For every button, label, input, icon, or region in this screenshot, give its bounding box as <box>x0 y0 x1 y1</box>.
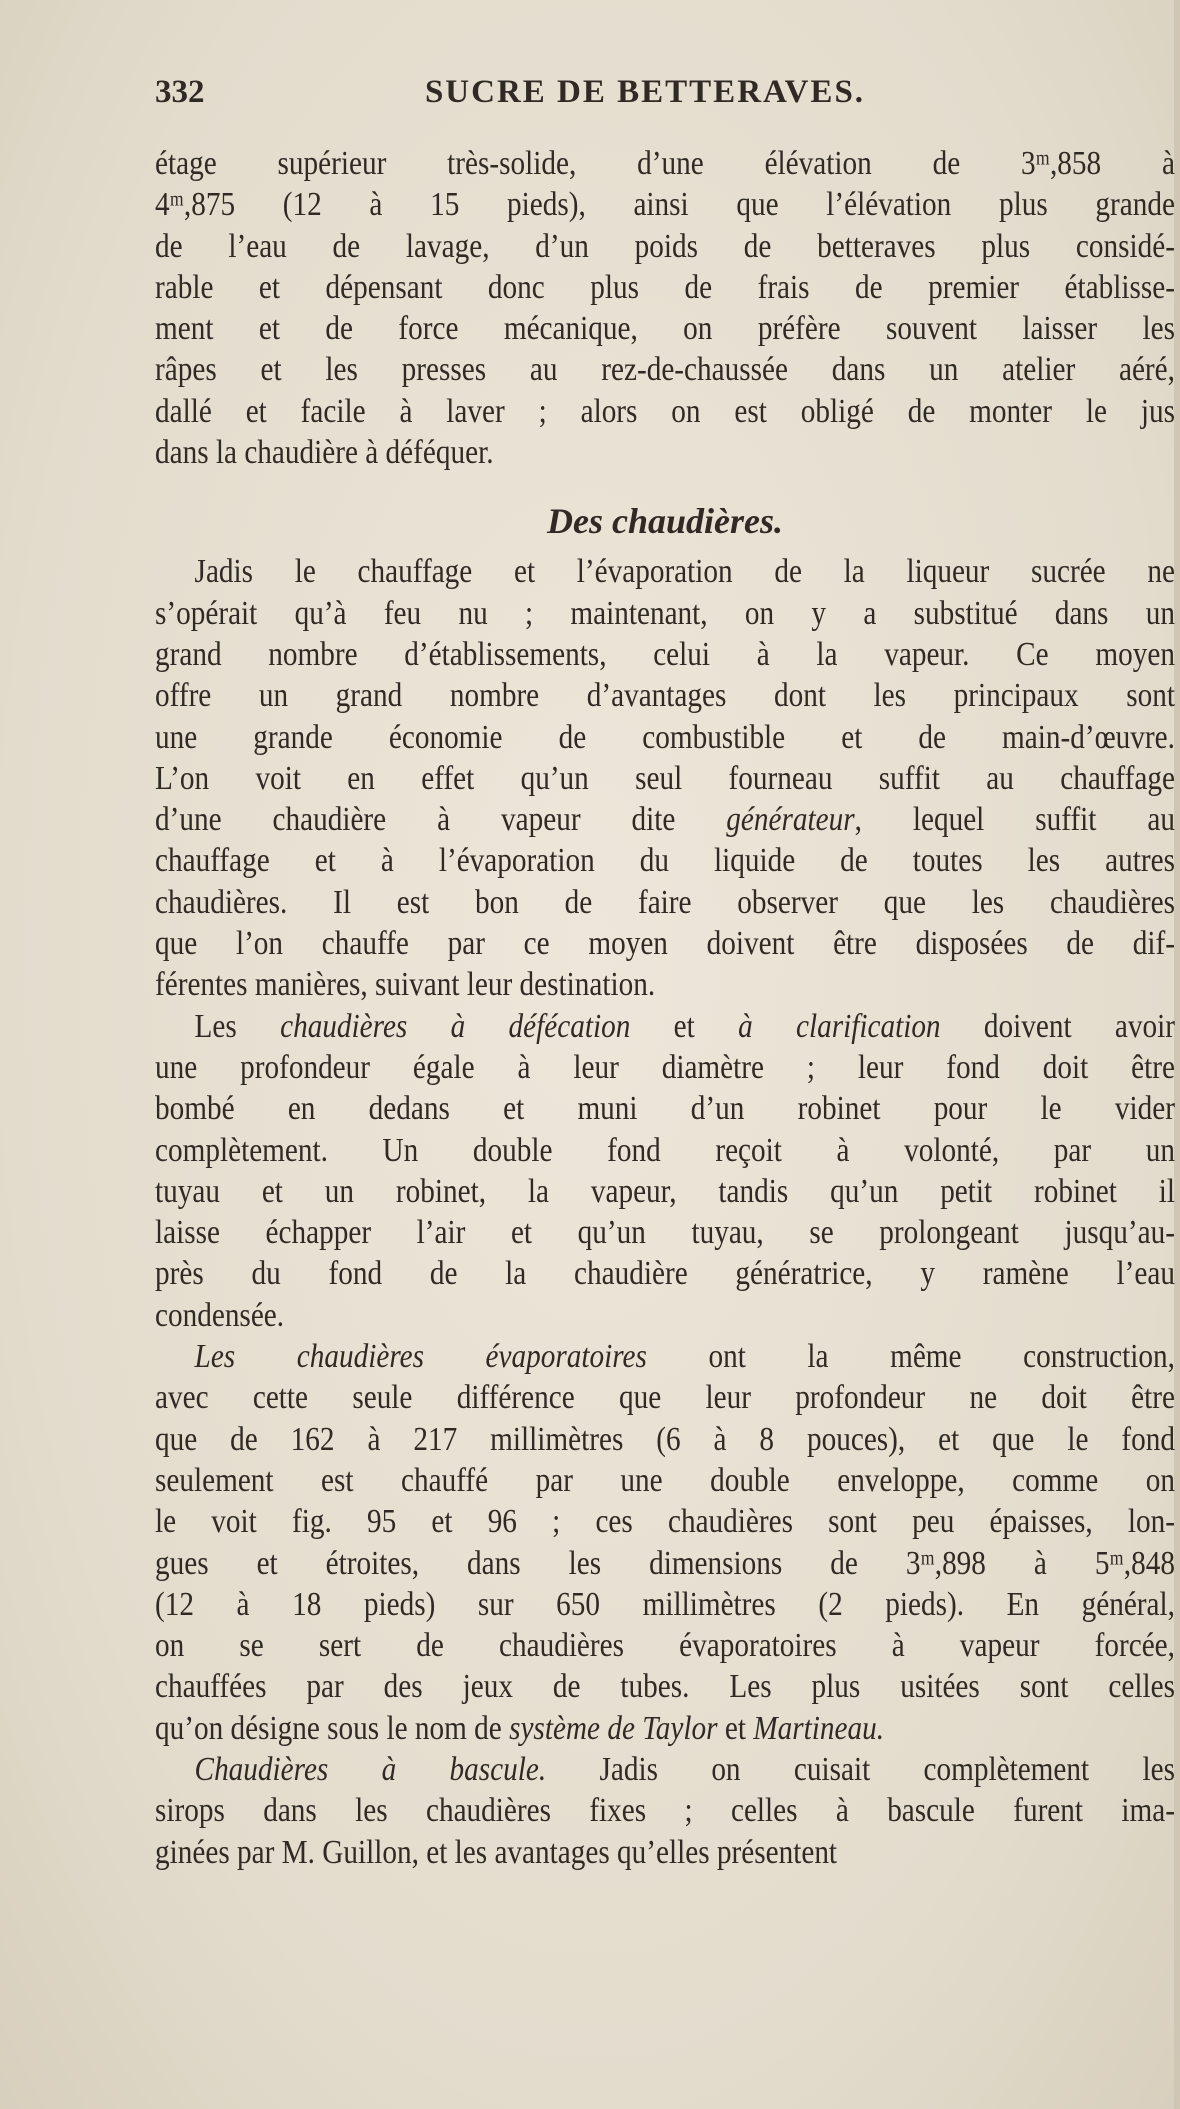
text-line <box>155 634 1175 675</box>
text-segment: avec cette seule différence que leur profondeur ne doit être <box>155 1379 1175 1417</box>
text-line <box>155 923 1175 964</box>
text-segment: que l’on chauffe par ce moyen doivent être disposées de dif- <box>155 925 1175 963</box>
text-segment: d’une chaudière à vapeur dite <box>155 801 727 839</box>
text-segment: et <box>630 1007 739 1045</box>
text-segment: férentes manières, suivant leur destination. <box>155 966 656 1004</box>
text-line <box>155 1543 1175 1584</box>
text-line <box>155 1295 1175 1336</box>
text-segment: de l’eau de lavage, d’un poids de betteraves plus considé- <box>155 227 1175 265</box>
text-line <box>155 267 1175 308</box>
page-number: 332 <box>155 74 205 110</box>
text-line <box>155 1666 1175 1707</box>
text-segment: râpes et les presses au rez-de-chaussée dans un atelier aéré, <box>155 351 1175 389</box>
text-segment: près du fond de la chaudière génératrice, y ramène l’eau <box>155 1255 1175 1293</box>
text-line <box>155 1419 1175 1460</box>
text-line <box>155 1212 1175 1253</box>
text-line <box>155 391 1175 432</box>
text-segment: , lequel suffit au <box>854 801 1175 839</box>
text-segment: 4ᵐ,875 (12 à 15 pieds), ainsi que l’élévation plus grande <box>155 186 1175 224</box>
text-segment: et <box>717 1709 754 1747</box>
text-line <box>155 1790 1175 1831</box>
text-segment: Les <box>194 1007 281 1045</box>
text-segment: que de 162 à 217 millimètres (6 à 8 pouces), et que le fond <box>155 1420 1175 1458</box>
text-line <box>155 1832 1175 1873</box>
paragraph <box>155 1749 1175 1873</box>
text-segment: chauffage et à l’évaporation du liquide de toutes les autres <box>155 842 1175 880</box>
text-line <box>155 1584 1175 1625</box>
text-segment: ment et de force mécanique, on préfère souvent laisser les <box>155 310 1175 348</box>
text-line <box>155 1047 1175 1088</box>
text-segment: ginées par M. Guillon, et les avantages qu’elles présentent <box>155 1833 838 1871</box>
text-line <box>155 1460 1175 1501</box>
text-line <box>155 1088 1175 1129</box>
text-segment: chaudières. Il est bon de faire observer que les chaudières <box>155 883 1175 921</box>
text-line <box>155 143 1175 184</box>
italic-text: Martineau. <box>753 1709 885 1747</box>
text-segment: une grande économie de combustible et de main-d’œuvre. <box>155 718 1175 756</box>
text-line <box>155 717 1175 758</box>
text-segment: chauffées par des jeux de tubes. Les plus usitées sont celles <box>155 1668 1175 1706</box>
text-segment: tuyau et un robinet, la vapeur, tandis qu’un petit robinet il <box>155 1172 1175 1210</box>
text-line <box>155 1130 1175 1171</box>
italic-text: système de Taylor <box>509 1709 718 1747</box>
text-segment: qu’on désigne sous le nom de <box>155 1709 510 1747</box>
section-heading: Des chaudières. <box>547 501 783 542</box>
text-segment: grand nombre d’établissements, celui à la vapeur. Ce moyen <box>155 635 1175 673</box>
text-line <box>155 675 1175 716</box>
text-segment: Jadis on cuisait complètement les <box>546 1750 1175 1788</box>
text-segment: offre un grand nombre d’avantages dont les principaux sont <box>155 677 1175 715</box>
text-line <box>155 1336 1175 1377</box>
text-segment: rable et dépensant donc plus de frais de premier établisse- <box>155 268 1175 306</box>
running-title: SUCRE DE BETTERAVES. <box>424 74 866 110</box>
text-segment: sirops dans les chaudières fixes ; celles à bascule furent ima- <box>155 1792 1175 1830</box>
paragraph <box>155 143 1175 473</box>
italic-text: Chaudières à bascule. <box>194 1750 547 1788</box>
text-segment: seulement est chauffé par une double enveloppe, comme on <box>155 1461 1175 1499</box>
text-segment: L’on voit en effet qu’un seul fourneau suffit au chauffage <box>155 759 1175 797</box>
text-segment: (12 à 18 pieds) sur 650 millimètres (2 pieds). En général, <box>155 1585 1175 1623</box>
text-line <box>155 184 1175 225</box>
text-line <box>155 1625 1175 1666</box>
page-body <box>155 143 1175 1873</box>
italic-text: chaudières à défécation <box>280 1007 631 1045</box>
text-segment: laisse échapper l’air et qu’un tuyau, se prolongeant jusqu’au- <box>155 1214 1175 1252</box>
text-line <box>155 840 1175 881</box>
text-segment: étage supérieur très-solide, d’une élévation de 3ᵐ,858 à <box>155 145 1175 182</box>
text-segment: complètement. Un double fond reçoit à volonté, par un <box>155 1131 1175 1169</box>
text-line <box>155 964 1175 1005</box>
text-line <box>155 1006 1175 1047</box>
text-line <box>155 758 1175 799</box>
paragraph <box>155 551 1175 1005</box>
italic-text: Les chaudières évaporatoires <box>194 1338 647 1376</box>
text-line <box>155 882 1175 923</box>
text-segment: gues et étroites, dans les dimensions de 3ᵐ,898 à 5ᵐ,848 <box>155 1544 1175 1582</box>
text-segment: le voit fig. 95 et 96 ; ces chaudières sont peu épaisses, lon- <box>155 1503 1175 1541</box>
text-segment: s’opérait qu’à feu nu ; maintenant, on y a substitué dans un <box>155 594 1175 632</box>
text-line <box>155 1253 1175 1294</box>
text-segment: ont la même construction, <box>646 1338 1175 1376</box>
paragraph <box>155 1006 1175 1336</box>
text-line <box>155 349 1175 390</box>
text-line <box>155 1171 1175 1212</box>
text-segment: condensée. <box>155 1296 285 1334</box>
italic-text: générateur <box>726 801 855 839</box>
text-line <box>155 551 1175 592</box>
text-line <box>155 799 1175 840</box>
text-line <box>155 432 1175 473</box>
text-segment: bombé en dedans et muni d’un robinet pour le vider <box>155 1090 1175 1128</box>
text-segment: dallé et facile à laver ; alors on est obligé de monter le jus <box>155 392 1175 430</box>
italic-text: à clarification <box>738 1007 941 1045</box>
running-header <box>155 74 1175 120</box>
text-segment: doivent avoir <box>940 1007 1175 1045</box>
text-segment: une profondeur égale à leur diamètre ; leur fond doit être <box>155 1048 1175 1086</box>
text-line <box>155 308 1175 349</box>
paragraph <box>155 1336 1175 1749</box>
text-segment: on se sert de chaudières évaporatoires à vapeur forcée, <box>155 1627 1175 1665</box>
text-line <box>155 1749 1175 1790</box>
text-line <box>155 1501 1175 1542</box>
text-line <box>155 226 1175 267</box>
text-line <box>155 1708 1175 1749</box>
text-segment: Jadis le chauffage et l’évaporation de la liqueur sucrée ne <box>194 553 1175 591</box>
text-line <box>155 593 1175 634</box>
text-line <box>155 1377 1175 1418</box>
text-segment: dans la chaudière à déféquer. <box>155 434 494 472</box>
